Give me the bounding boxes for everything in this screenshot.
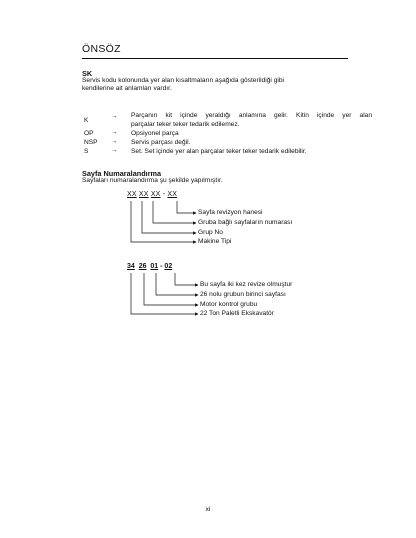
connector-example-machine [131, 273, 198, 314]
pattern-part-group: XX [138, 191, 149, 198]
arrow-right-icon: → [111, 147, 118, 154]
page-number-pattern [127, 191, 177, 198]
title-rule [82, 58, 348, 59]
numbering-heading: Sayfa Numaralandırma [82, 169, 162, 178]
pattern-part-machine: XX [127, 191, 137, 198]
pattern-part-revision: XX [167, 191, 178, 198]
example-part-revision: 02 [164, 263, 173, 270]
pattern-part-page: XX [150, 191, 161, 198]
example-part-machine: 34 [127, 263, 135, 270]
connector-example-page [156, 273, 198, 295]
arrow-right-icon: → [111, 113, 118, 120]
connector-pattern-machine [131, 201, 196, 242]
connector-example-group [144, 273, 198, 305]
sk-intro-line2: kendilerine ait anlamları vardır. [82, 85, 172, 92]
connector-example-revision [175, 273, 198, 285]
connector-pattern-page [153, 201, 196, 223]
pattern-label-machine: Makine Tipi [198, 238, 232, 245]
code-nsp: NSP [84, 139, 98, 146]
example-label-page: 26 nolu grubun birinci sayfası [200, 291, 286, 298]
code-s: S [84, 148, 89, 155]
code-op: OP [84, 130, 94, 137]
sk-heading: SK [82, 69, 93, 78]
page-number-example [127, 263, 172, 270]
numbering-intro: Sayfaları numaralandırma şu şekilde yapılmıştır. [82, 177, 223, 184]
code-s-desc: Set. Set içinde yer alan parçalar teker teker tedarik edilebilir. [131, 148, 307, 155]
arrow-right-icon: → [111, 129, 118, 136]
example-part-page: 01 [150, 263, 159, 270]
example-label-group: Motor kontrol grubu [200, 301, 258, 308]
code-nsp-desc: Servis parçası değil. [131, 139, 191, 146]
connector-pattern-revision [177, 201, 196, 213]
code-k: K [84, 117, 89, 124]
code-op-desc: Opsiyonel parça [131, 130, 179, 137]
page-number: xi [205, 506, 211, 513]
arrow-right-icon: → [111, 138, 118, 145]
page-title: ÖNSÖZ [82, 43, 121, 55]
pattern-separator: - [162, 191, 166, 198]
example-part-group: 26 [138, 263, 147, 270]
pattern-label-page: Gruba bağlı sayfaların numarası [198, 219, 293, 226]
sk-intro-line1: Servis kodu kolonunda yer alan kısaltmaların aşağıda gösterildiği gibi [82, 77, 284, 84]
example-label-revision: Bu sayfa iki kez revize olmuştur [200, 281, 293, 288]
pattern-label-group: Grup No [198, 229, 223, 236]
example-label-machine: 22 Ton Paletli Ekskavatör [200, 310, 274, 317]
connector-pattern-group [142, 201, 196, 233]
example-separator: - [160, 263, 163, 270]
code-k-desc-line2: parçalar teker teker tedarik edilemez. [131, 121, 240, 128]
code-k-desc-line1: Parçanın kit içinde yeraldığı anlamına gelir. Kitin içinde yer alan [131, 112, 372, 119]
pattern-label-revision: Sayfa revizyon hanesi [198, 209, 263, 216]
